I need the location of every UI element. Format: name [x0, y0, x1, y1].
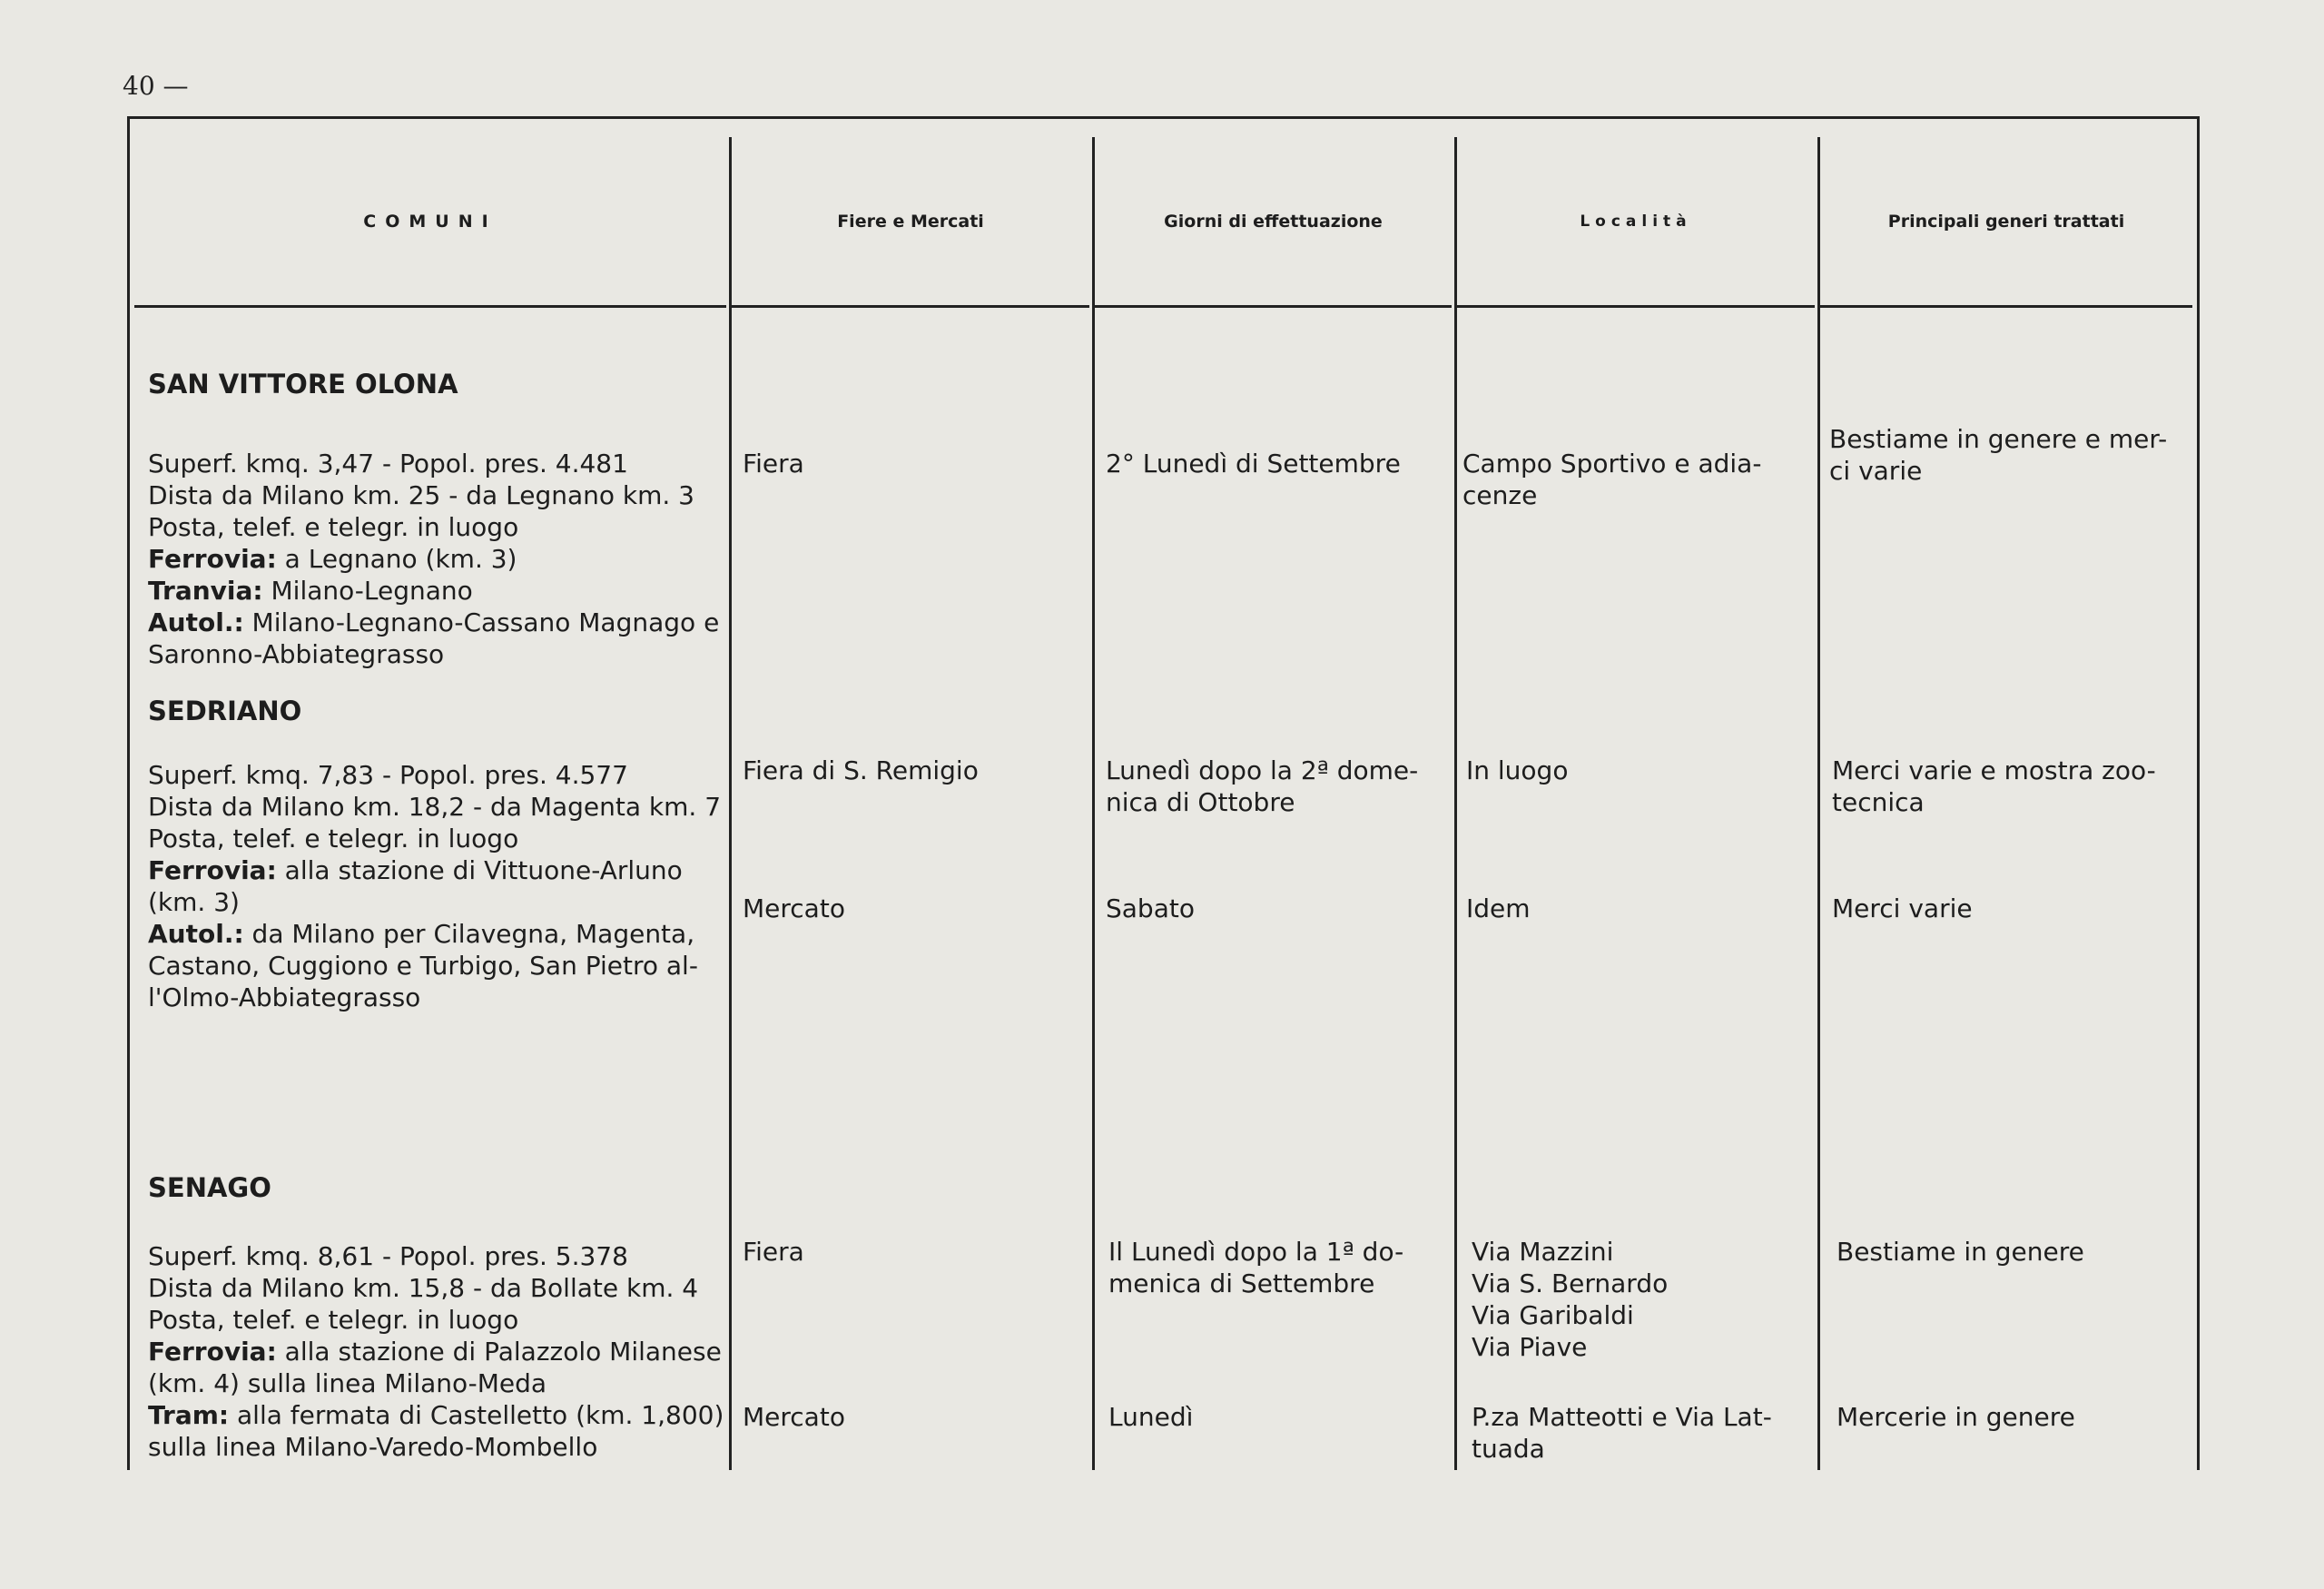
comune-name: SAN VITTORE OLONA: [148, 369, 458, 400]
info-line: Posta, telef. e telegr. in luogo: [148, 512, 519, 542]
comune-name: SENAGO: [148, 1172, 271, 1203]
fiera-cell: Fiera: [743, 449, 804, 479]
ferrovia-text: alla stazione di Vittuone-Arluno (km. 3): [148, 855, 683, 917]
info-line: Posta, telef. e telegr. in luogo: [148, 824, 519, 854]
header-comuni: COMUNI: [134, 137, 726, 308]
comune-info: [148, 759, 729, 1013]
ferrovia-label: Ferrovia:: [148, 855, 277, 885]
generi-cell: Bestiame in genere e mer- ci varie: [1829, 424, 2168, 486]
ferrovia-label: Ferrovia:: [148, 1337, 277, 1367]
ferrovia-text: a Legnano (km. 3): [276, 544, 517, 574]
comune-name: SEDRIANO: [148, 696, 302, 726]
autol-text: da Milano per Cilavegna, Magenta, Castano, Cuggiono e Turbigo, San Pietro al-l'Olmo-Abbiategrasso: [148, 919, 698, 1012]
fairs-markets-table: [127, 116, 2200, 1470]
ferrovia-text: alla stazione di Palazzolo Milanese (km. 4) sulla linea Milano-Meda: [148, 1337, 722, 1398]
tram-text: alla fermata di Castelletto (km. 1,800) sulla linea Milano-Varedo-Mombello: [148, 1400, 724, 1462]
comune-info: [148, 1240, 729, 1463]
column-divider: [1092, 137, 1095, 1470]
info-line: Dista da Milano km. 25 - da Legnano km. 3: [148, 480, 694, 510]
header-generi: Principali generi trattati: [1820, 137, 2192, 308]
fiera-cell: Mercato: [743, 1402, 845, 1432]
localita-cell: Idem: [1466, 893, 1531, 923]
giorni-cell: 2° Lunedì di Settembre: [1106, 449, 1401, 479]
localita-cell: Campo Sportivo e adia- cenze: [1462, 449, 1762, 510]
generi-cell: Mercerie in genere: [1837, 1402, 2075, 1432]
autol-text: Milano-Legnano-Cassano Magnago e Saronno-Abbiategrasso: [148, 607, 720, 669]
fiera-cell: Mercato: [743, 893, 845, 923]
header-fiere: Fiere e Mercati: [732, 137, 1089, 308]
giorni-cell: Il Lunedì dopo la 1ª do- menica di Settembre: [1108, 1237, 1404, 1298]
column-divider: [1817, 137, 1820, 1470]
generi-cell: Bestiame in genere: [1837, 1237, 2084, 1267]
giorni-cell: Sabato: [1106, 893, 1195, 923]
info-line: Dista da Milano km. 15,8 - da Bollate km. 4: [148, 1273, 699, 1303]
autol-label: Autol.:: [148, 607, 244, 637]
giorni-cell: Lunedì dopo la 2ª dome- nica di Ottobre: [1106, 755, 1419, 817]
header-localita: Località: [1457, 137, 1815, 308]
info-line: Superf. kmq. 3,47 - Popol. pres. 4.481: [148, 449, 628, 479]
tranvia-label: Tranvia:: [148, 576, 263, 606]
ferrovia-label: Ferrovia:: [148, 544, 277, 574]
page-number: 40 —: [123, 71, 189, 101]
tram-label: Tram:: [148, 1400, 230, 1430]
localita-cell: In luogo: [1466, 755, 1569, 785]
column-divider: [729, 137, 732, 1470]
info-line: Superf. kmq. 8,61 - Popol. pres. 5.378: [148, 1241, 628, 1271]
fiera-cell: Fiera di S. Remigio: [743, 755, 979, 785]
info-line: Posta, telef. e telegr. in luogo: [148, 1305, 519, 1335]
autol-label: Autol.:: [148, 919, 244, 949]
localita-cell: Via Mazzini Via S. Bernardo Via Garibaldi Via Piave: [1472, 1237, 1669, 1362]
info-line: Dista da Milano km. 18,2 - da Magenta km. 7: [148, 792, 722, 822]
info-line: Superf. kmq. 7,83 - Popol. pres. 4.577: [148, 760, 628, 790]
tranvia-text: Milano-Legnano: [262, 576, 473, 606]
column-divider: [1454, 137, 1457, 1470]
fiera-cell: Fiera: [743, 1237, 804, 1267]
generi-cell: Merci varie: [1832, 893, 1973, 923]
comune-info: [148, 448, 729, 670]
giorni-cell: Lunedì: [1108, 1402, 1194, 1432]
generi-cell: Merci varie e mostra zoo- tecnica: [1832, 755, 2156, 817]
header-giorni: Giorni di effettuazione: [1095, 137, 1452, 308]
localita-cell: P.za Matteotti e Via Lat- tuada: [1472, 1402, 1772, 1464]
